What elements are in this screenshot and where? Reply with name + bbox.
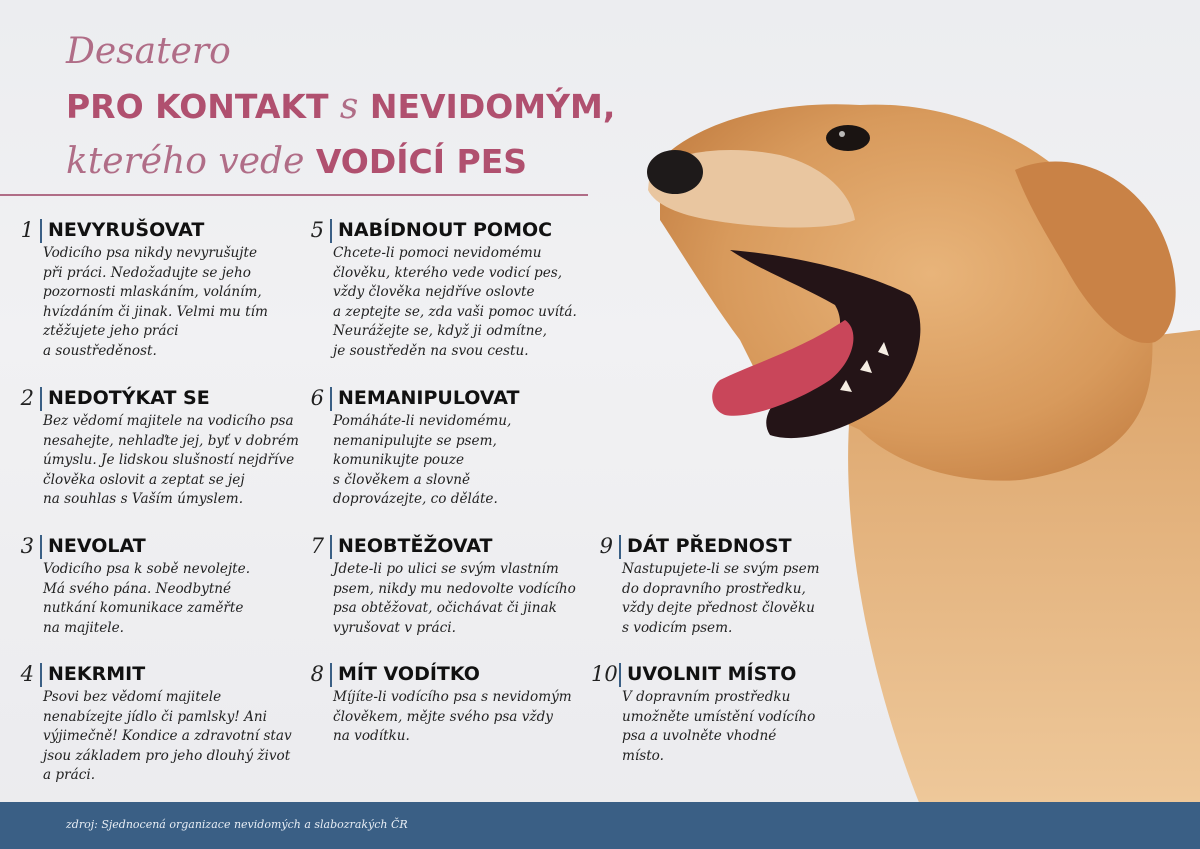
rule-marker [330,535,332,559]
rule-text: Psovi bez vědomí majitele nenabízejte jídlo či pamlsky! Ani výjimečně! Kondice a zdravotní stav jsou základem pro jeho dlouhý život a práci. [43,689,292,784]
source-note: zdroj: Sjednocená organizace nevidomých a slabozrakých ČR [66,818,408,831]
rule-marker [40,219,42,243]
rule-marker [330,387,332,411]
rule-heading: NEKRMIT [48,663,146,685]
rule-heading: MÍT VODÍTKO [338,663,480,685]
rule-text: V dopravním prostředku umožněte umístění vodícího psa a uvolněte vhodné místo. [622,689,816,764]
rule-number: 9 [599,534,613,558]
rule-heading: NEOBTĚŽOVAT [338,535,493,557]
title-line-1: Desatero [66,31,231,72]
rule-text: Vodicího psa k sobě nevolejte. Má svého pána. Neodbytné nutkání komunikace zaměřte na majitele. [43,561,251,636]
title-line-2-connector: s [328,86,370,127]
title-line-2a: PRO KONTAKT [66,87,329,126]
rule-heading: NEDOTÝKAT SE [48,387,210,409]
rule-number: 3 [20,534,34,558]
dog-nose [647,150,703,194]
rule-number: 7 [310,534,324,558]
rule-text: Jdete-li po ulici se svým vlastním psem, nikdy mu nedovolte vodícího psa obtěžovat, očichávat či jinak vyrušovat v práci. [333,561,576,636]
poster-title [66,28,626,193]
rule-heading: NABÍDNOUT POMOC [338,219,553,241]
footer-bar [0,802,1200,849]
rule-number: 1 [20,218,34,242]
title-line-2b: NEVIDOMÝM, [369,87,616,126]
rule-text: Míjíte-li vodícího psa s nevidomým člověkem, mějte svého psa vždy na vodítku. [333,689,572,745]
rule-text: Nastupujete-li se svým psem do dopravního prostředku, vždy dejte přednost člověku s vodicím psem. [622,561,820,636]
rule-text: Pomáháte-li nevidomému, nemanipulujte se psem, komunikujte pouze s člověkem a slovně doprovázejte, co děláte. [333,413,512,508]
rule-marker [40,535,42,559]
rule-heading: DÁT PŘEDNOST [627,535,792,557]
rule-text: Vodicího psa nikdy nevyrušujte při práci. Nedožadujte se jeho pozornosti mlaskáním, voláním, hvízdáním či jinak. Velmi mu tím ztěžujete jeho práci a soustředěnost. [43,245,268,359]
rule-heading: UVOLNIT MÍSTO [627,663,797,685]
rule-heading: NEMANIPULOVAT [338,387,520,409]
title-line-3-italic: kterého vede [66,141,316,182]
rule-number: 2 [20,386,34,410]
rule-text: Chcete-li pomoci nevidomému člověku, kterého vede vodicí pes, vždy člověka nejdříve oslovte a zeptejte se, zda vaši pomoc uvítá. Neurážejte se, když ji odmítne, je soustředěn na svou cestu. [333,245,577,359]
dog-eye [826,125,870,151]
rule-number: 6 [310,386,324,410]
rule-marker [330,219,332,243]
rule-number: 10 [591,662,618,686]
rule-heading: NEVYRUŠOVAT [48,219,205,241]
rule-number: 5 [310,218,324,242]
title-line-3-bold: VODÍCÍ PES [315,142,528,181]
rule-text: Bez vědomí majitele na vodicího psa nesahejte, nehlaďte jej, byť v dobrém úmyslu. Je lidskou slušností nejdříve člověka oslovit a zeptat se jej na souhlas s Vaším úmyslem. [43,413,299,508]
rule-marker [40,663,42,687]
rule-marker [330,663,332,687]
rule-heading: NEVOLAT [48,535,146,557]
rule-marker [619,535,621,559]
rule-number: 4 [20,662,34,686]
title-divider [0,194,588,196]
rule-marker [619,663,621,687]
rule-marker [40,387,42,411]
rule-number: 8 [310,662,324,686]
